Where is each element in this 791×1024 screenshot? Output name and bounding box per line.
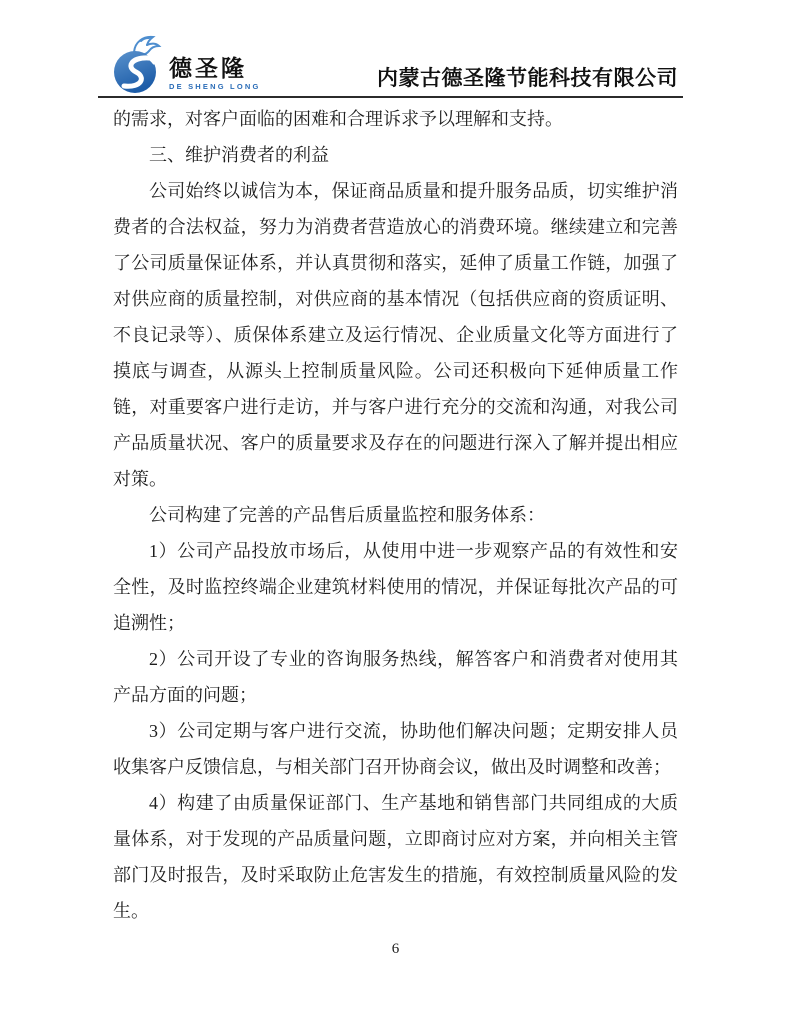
section-heading: 三、维护消费者的利益 xyxy=(149,145,329,165)
paragraph-continuation: 的需求，对客户面临的困难和合理诉求予以理解和支持。 xyxy=(113,109,563,129)
list-item-4: 4）构建了由质量保证部门、生产基地和销售部门共同组成的大质量体系，对于发现的产品质量问题，立即商讨应对方案，并向相关主管部门及时报告，及时采取防止危害发生的措施，有效控制质量风险的发生。 xyxy=(113,793,678,921)
header-divider xyxy=(98,96,683,98)
page-number: 6 xyxy=(391,941,400,957)
dragon-logo-icon xyxy=(113,32,165,94)
logo-name-en: DE SHENG LONG xyxy=(169,81,261,91)
paragraph: 公司构建了完善的产品售后质量监控和服务体系： xyxy=(149,505,545,525)
list-item-3: 3）公司定期与客户进行交流，协助他们解决问题；定期安排人员收集客户反馈信息，与相关部门召开协商会议，做出及时调整和改善； xyxy=(113,721,678,777)
company-logo xyxy=(113,32,261,94)
company-name: 内蒙古德圣隆节能科技有限公司 xyxy=(377,66,678,90)
list-item-1: 1）公司产品投放市场后，从使用中进一步观察产品的有效性和安全性，及时监控终端企业建筑材料使用的情况，并保证每批次产品的可追溯性； xyxy=(113,541,678,633)
paragraph: 公司始终以诚信为本，保证商品质量和提升服务品质，切实维护消费者的合法权益，努力为消费者营造放心的消费环境。继续建立和完善了公司质量保证体系，并认真贯彻和落实，延伸了质量工作链，加强了对供应商的质量控制，对供应商的基本情况（包括供应商的资质证明、不良记录等）、质保体系建立及运行情况、企业质量文化等方面进行了摸底与调查，从源头上控制质量风险。公司还积极向下延伸质量工作链，对重要客户进行走访，并与客户进行充分的交流和沟通，对我公司产品质量状况、客户的质量要求及存在的问题进行深入了解并提出相应对策。 xyxy=(113,181,678,489)
document-body xyxy=(113,101,678,929)
logo-text xyxy=(169,54,261,91)
logo-name-cn: 德圣隆 xyxy=(169,54,247,81)
list-item-2: 2）公司开设了专业的咨询服务热线，解答客户和消费者对使用其产品方面的问题； xyxy=(113,649,678,705)
